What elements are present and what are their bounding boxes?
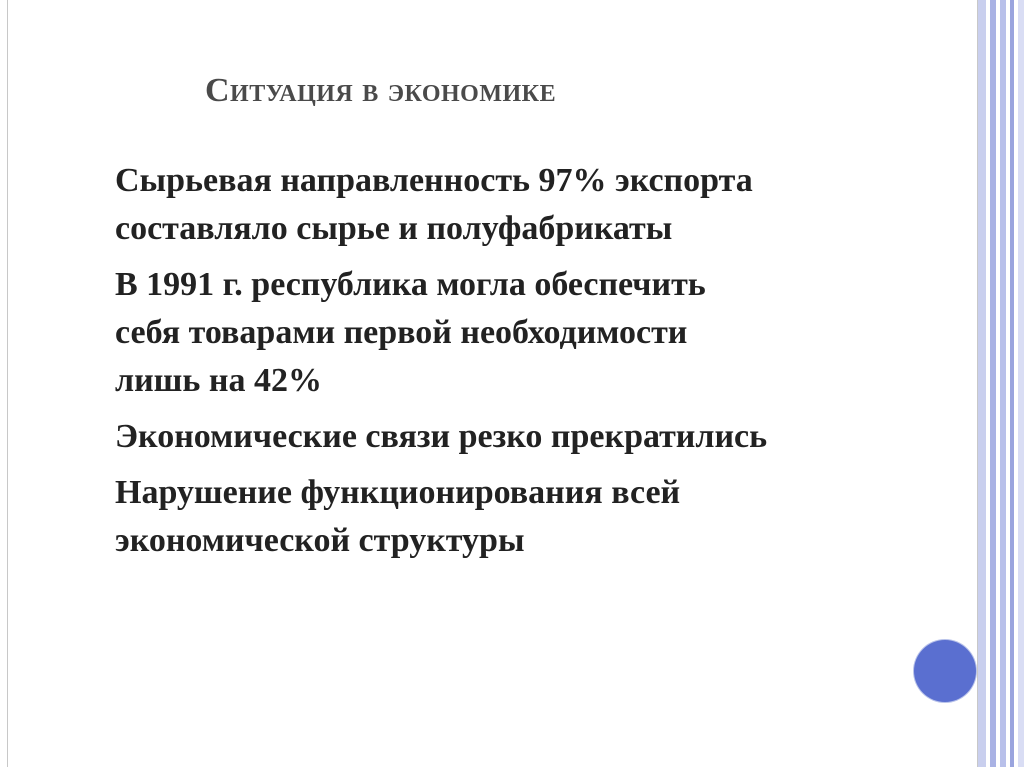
bullet-item-1: Сырьевая направленность 97% экспорта составляло сырье и полуфабрикаты <box>115 162 753 247</box>
slide-title: Ситуация в экономике <box>205 72 557 109</box>
bullet-item-4: Нарушение функционирования всей экономической структуры <box>115 474 681 559</box>
decorative-circle <box>914 640 976 702</box>
stripe-2 <box>990 0 996 767</box>
bullet-item-2: В 1991 г. республика могла обеспечить себя товарами первой необходимости лишь на 42% <box>115 266 706 399</box>
decorative-stripes <box>978 0 1024 767</box>
bullet-list <box>115 157 935 573</box>
stripe-3 <box>1000 0 1006 767</box>
bullet-item-3: Экономические связи резко прекратились <box>115 418 768 455</box>
stripe-1 <box>978 0 986 767</box>
stripe-5 <box>1018 0 1024 767</box>
stripe-4 <box>1010 0 1014 767</box>
